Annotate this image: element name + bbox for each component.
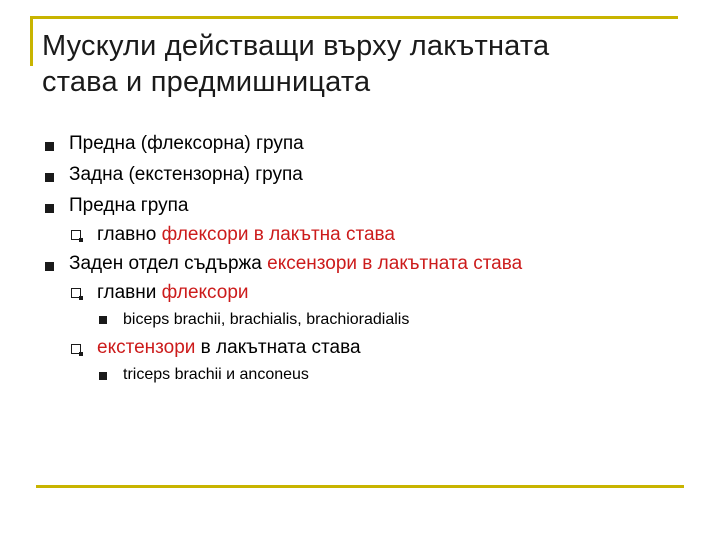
text-segment: Заден отдел съдържа <box>69 253 268 274</box>
bullet-hollow-square-icon <box>71 344 81 354</box>
bullet-text-1: Предна (флексорна) група <box>69 133 304 154</box>
text-segment: главни <box>97 282 162 303</box>
bullet-text-3-sub-1 <box>97 224 395 246</box>
bullet-text-4 <box>69 253 522 275</box>
bullet-square-icon <box>45 262 54 271</box>
bullet-square-icon <box>99 316 107 324</box>
bullet-hollow-square-icon <box>71 230 81 240</box>
text-segment: в лакътната става <box>195 337 361 358</box>
frame-top-line <box>30 16 678 19</box>
highlight-text: екстензори <box>97 337 196 358</box>
frame-left-line <box>30 16 33 66</box>
slide-title <box>42 28 682 100</box>
slide-title-line1: Мускули действащи върху лакътната <box>42 30 550 62</box>
bullet-text-3: Предна група <box>69 195 189 216</box>
bullet-square-icon <box>99 372 107 380</box>
highlight-text: ексензори в лакътната става <box>267 253 523 274</box>
bullet-square-icon <box>45 173 54 182</box>
bullet-text-4-sub-2-item-1: triceps brachii и anconeus <box>123 366 309 383</box>
bullet-text-4-sub-1 <box>97 282 249 304</box>
bullet-text-4-sub-2 <box>97 337 361 359</box>
slide-title-line2: става и предмишницата <box>42 66 371 98</box>
bullet-square-icon <box>45 204 54 213</box>
bullet-text-4-sub-1-item-1: biceps brachii, brachialis, brachioradialis <box>123 311 410 328</box>
highlight-text: флексори <box>161 282 249 303</box>
bullet-hollow-square-icon <box>71 288 81 298</box>
bullet-square-icon <box>45 142 54 151</box>
bullet-text-2: Задна (екстензорна) група <box>69 164 303 185</box>
highlight-text: флексори в лакътна става <box>161 224 395 245</box>
frame-bottom-line <box>36 485 684 488</box>
text-segment: главно <box>97 224 162 245</box>
